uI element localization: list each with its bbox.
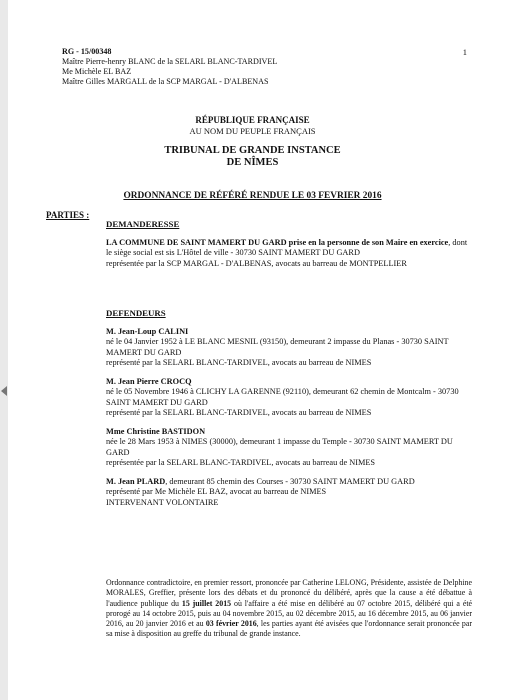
parties-label: PARTIES : — [46, 210, 90, 220]
tribunal-title — [0, 145, 505, 169]
republic-title: RÉPUBLIQUE FRANÇAISE — [195, 115, 310, 125]
header-line-3: Maître Gilles MARGALL de la SCP MARGAL - D'ALBENAS — [62, 77, 269, 86]
demanderesse-name: LA COMMUNE DE SAINT MAMERT DU GARD prise en la personne de son Maire en exercice — [106, 238, 449, 247]
demanderesse-identity — [106, 238, 472, 259]
defendeur-name-4: M. Jean PLARD — [106, 477, 166, 486]
header-line-2: Me Michèle EL BAZ — [62, 67, 132, 76]
defendeur-name-1: M. Jean-Loup CALINI — [106, 327, 189, 336]
defendeur-block-1 — [106, 327, 472, 369]
defendeur-details-3: née le 28 Mars 1953 à NIMES (30000), demeurant 1 impasse du Temple - 30730 SAINT MAMERT DU GARD — [106, 437, 453, 457]
paragraph-text-2: où l'affaire a été mise en délibéré au 07 octobre 2015, délibéré qui a été prorogé au 14 octobre 2015, puis au 04 novembre 2015, au 02 décembre 2015, au 16 décembre 2015, au 06 janvier 2016, au 20 janvier 2016 et au — [106, 598, 473, 629]
ordonnance-title: ORDONNANCE DE RÉFÉRÉ RENDUE LE 03 FEVRIER 2016 — [123, 191, 382, 201]
defendeur-block-3 — [106, 427, 472, 469]
defendeur-name-2: M. Jean Pierre CROCQ — [106, 377, 192, 386]
tribunal-line-2: DE NÎMES — [226, 157, 279, 168]
tribunal-line-1: TRIBUNAL DE GRANDE INSTANCE — [164, 145, 341, 156]
defendeur-details-2: né le 05 Novembre 1946 à CLICHY LA GARENNE (92110), demeurant 62 chemin de Montcalm - 30730 SAINT MAMERT DU GARD — [106, 387, 459, 407]
header-line-1: Maître Pierre-henry BLANC de la SELARL BLANC-TARDIVEL — [62, 57, 278, 66]
ordonnance-paragraph — [106, 578, 472, 640]
paragraph-text-1: Ordonnance contradictoire, en premier ressort, prononcée par Catherine LELONG, Présidente, assistée de Delphine MORALES, Greffier, présente lors des débats et du prononcé du délibéré, après que la cause a été débattue à l'audience publique du — [106, 578, 472, 608]
previous-page-arrow-icon[interactable] — [1, 386, 7, 396]
decision-date: 03 février 2016 — [205, 619, 257, 629]
header-block — [62, 47, 277, 87]
case-reference: RG - 15/00348 — [62, 47, 112, 56]
defendeur-details-4: , demeurant 85 chemin des Courses - 30730 SAINT MAMERT DU GARD — [165, 477, 415, 486]
defendeur-representation-3: représentée par la SELARL BLANC-TARDIVEL, avocats au barreau de NIMES — [106, 458, 376, 468]
defendeur-block-4 — [106, 477, 472, 508]
demanderesse-address: , dont le siège social est sis L'Hôtel de ville - 30730 SAINT MAMERT DU GARD — [106, 238, 468, 258]
defendeur-identity-4 — [106, 477, 472, 487]
paragraph-text-3: , les parties ayant été avisées que l'ordonnance serait prononcée par sa mise à disposition au greffe du tribunal de grande instance. — [106, 619, 473, 639]
defendeurs-title: DEFENDEURS — [106, 308, 166, 318]
defendeur-representation-2: représenté par la SELARL BLANC-TARDIVEL, avocats au barreau de NIMES — [106, 408, 372, 418]
defendeur-extra-4: INTERVENANT VOLONTAIRE — [106, 497, 219, 507]
defendeur-representation-4: représenté par Me Michèle EL BAZ, avocat au barreau de NIMES — [106, 487, 327, 497]
defendeur-name-3: Mme Christine BASTIDON — [106, 427, 206, 436]
demanderesse-block — [106, 238, 472, 269]
hearing-date: 15 juillet 2015 — [181, 598, 232, 608]
page-number: 1 — [462, 47, 467, 57]
defendeur-block-2 — [106, 377, 472, 419]
demanderesse-representation: représentée par la SCP MARGAL - D'ALBENAS, avocats au barreau de MONTPELLIER — [106, 258, 407, 268]
defendeur-representation-1: représenté par la SELARL BLANC-TARDIVEL, avocats au barreau de NIMES — [106, 358, 372, 368]
defendeur-details-1: né le 04 Janvier 1952 à LE BLANC MESNIL (93150), demeurant 2 impasse du Planas - 30730 SAINT MAMERT DU GARD — [106, 337, 449, 357]
demanderesse-title: DEMANDERESSE — [106, 219, 180, 229]
republic-subtitle: AU NOM DU PEUPLE FRANÇAIS — [189, 126, 316, 136]
left-gutter — [0, 0, 8, 700]
